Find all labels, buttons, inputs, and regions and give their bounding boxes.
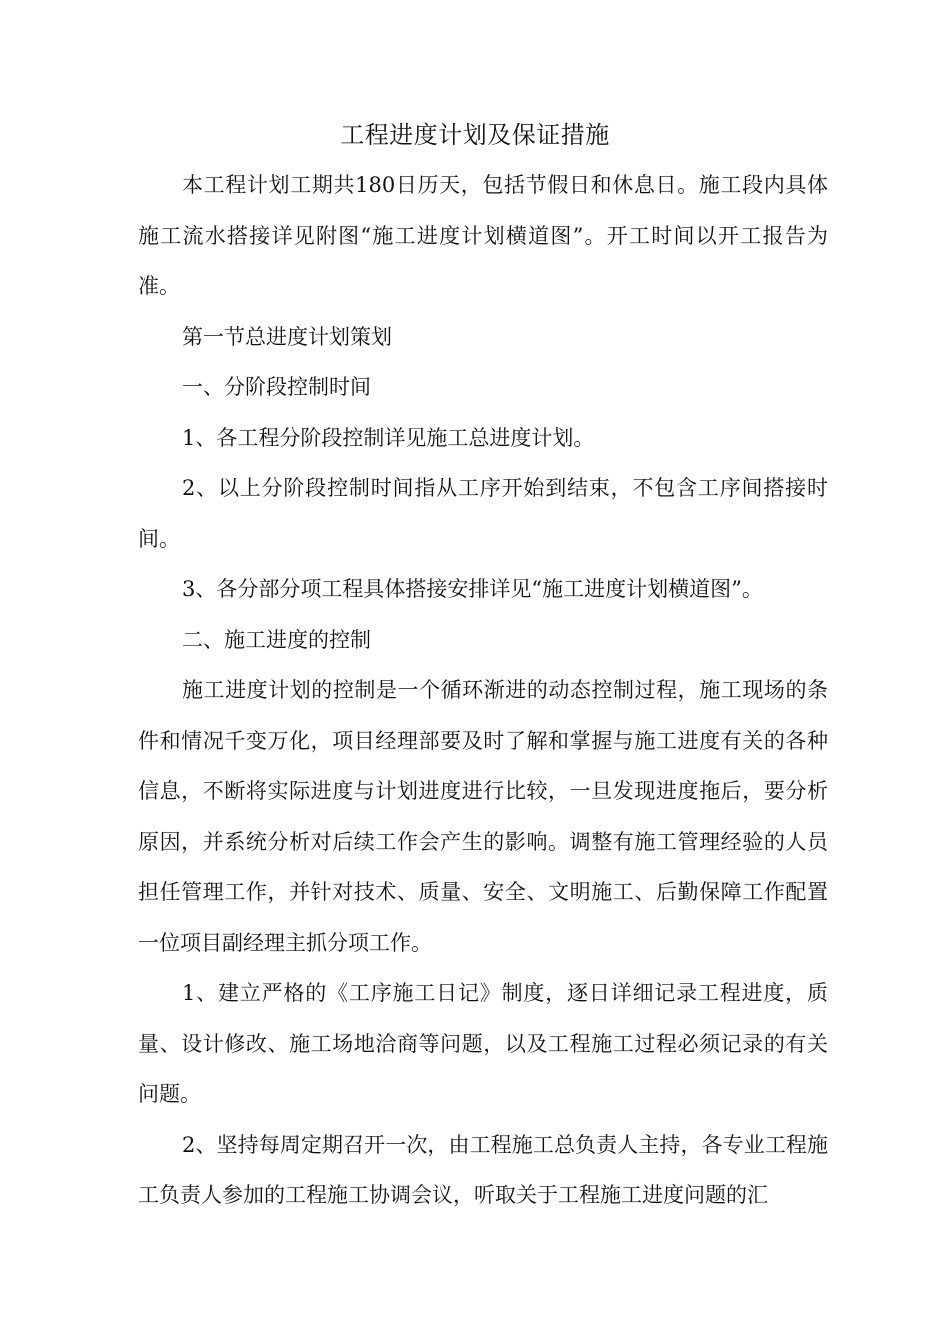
document-title: 工程进度计划及保证措施 xyxy=(340,121,610,149)
subheading-progress-control: 二、施工进度的控制 xyxy=(182,627,371,652)
list-item-diary: 1、建立严格的《工序施工日记》制度，逐日详细记录工程进度，质量、设计修改、施工场地洽商等问题，以及工程施工过程必须记录的有关问题。 xyxy=(138,981,828,1106)
paragraph-intro: 本工程计划工期共180日历天，包括节假日和休息日。施工段内具体施工流水搭接详见附图“施工进度计划横道图”。开工时间以开工报告为准。 xyxy=(138,173,828,298)
list-item-3: 3、各分部分项工程具体搭接安排详见“施工进度计划横道图”。 xyxy=(182,577,763,601)
document-body xyxy=(138,160,828,1221)
paragraph-progress-control: 施工进度计划的控制是一个循环渐进的动态控制过程，施工现场的条件和情况千变万化，项目经理部要及时了解和掌握与施工进度有关的各种信息，不断将实际进度与计划进度进行比较，一旦发现进度拖后，要分析原因，并系统分析对后续工作会产生的影响。调整有施工管理经验的人员担任管理工作，并针对技术、质量、安全、文明施工、后勤保障工作配置一位项目副经理主抓分项工作。 xyxy=(138,678,828,955)
subheading-phase-control: 一、分阶段控制时间 xyxy=(182,375,371,399)
list-item-2: 2、以上分阶段控制时间指从工序开始到结束，不包含工序间搭接时间。 xyxy=(138,476,828,551)
list-item-1: 1、各工程分阶段控制详见施工总进度计划。 xyxy=(182,425,595,450)
section-heading-1: 第一节总进度计划策划 xyxy=(182,324,392,349)
list-item-weekly-meeting: 2、坚持每周定期召开一次，由工程施工总负责人主持，各专业工程施工负责人参加的工程施工协调会议，听取关于工程施工进度问题的汇 xyxy=(138,1132,828,1207)
